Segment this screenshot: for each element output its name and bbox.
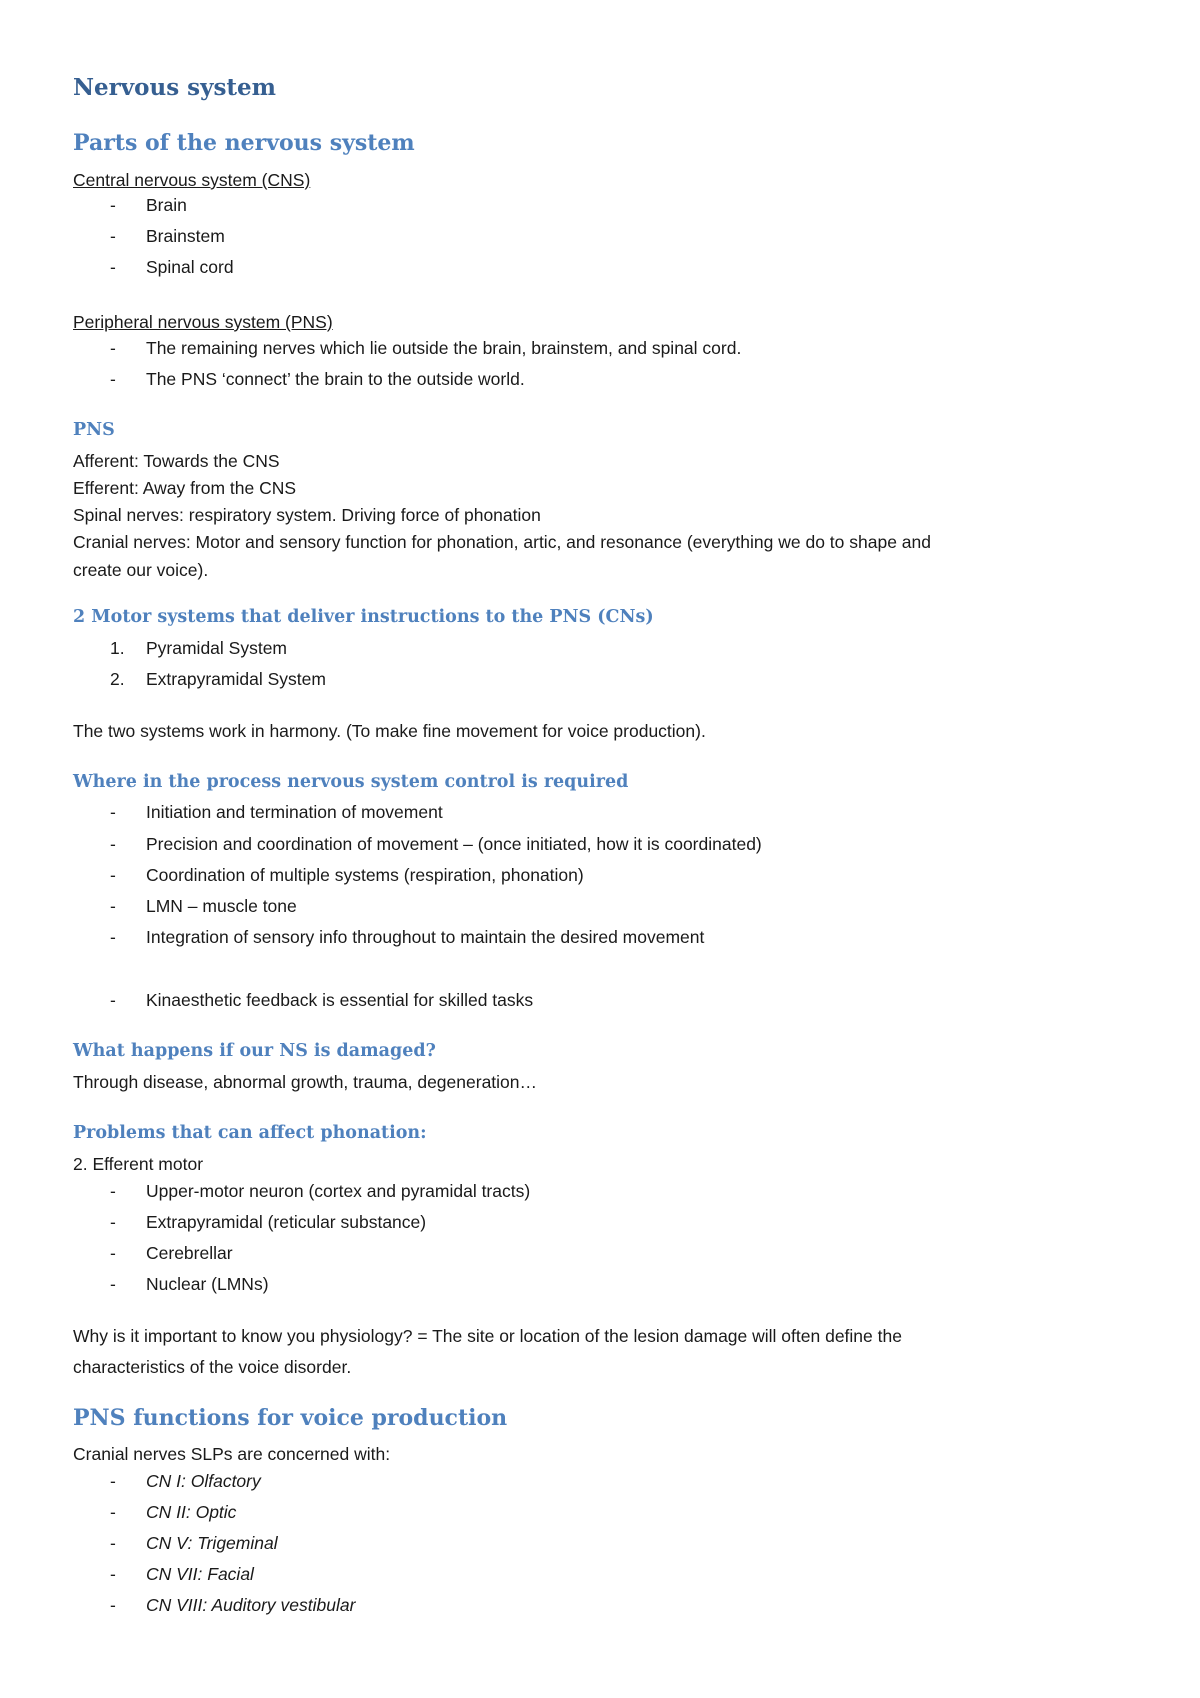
list-item: - Coordination of multiple systems (respiration, phonation)	[110, 865, 584, 885]
pns-line: Cranial nerves: Motor and sensory function for phonation, artic, and resonance (everything we do to shape and	[73, 532, 932, 552]
list-item: - Precision and coordination of movement – (once initiated, how it is coordinated)	[110, 834, 762, 854]
list-item: 2. Extrapyramidal System	[110, 669, 326, 689]
list-item: - Brainstem	[110, 226, 225, 246]
list-item: - Upper-motor neuron (cortex and pyramidal tracts)	[110, 1181, 531, 1201]
list-item: - CN II: Optic	[110, 1502, 237, 1522]
pns-line: Efferent: Away from the CNS	[73, 478, 297, 498]
heading-damaged: What happens if our NS is damaged?	[73, 1041, 436, 1061]
list-item: - CN V: Trigeminal	[110, 1533, 278, 1553]
pns-line: Afferent: Towards the CNS	[73, 451, 280, 471]
heading-control: Where in the process nervous system control is required	[73, 772, 629, 792]
heading-pns: PNS	[73, 420, 115, 440]
list-item: - Extrapyramidal (reticular substance)	[110, 1212, 427, 1232]
why-line: characteristics of the voice disorder.	[73, 1357, 352, 1377]
why-line: Why is it important to know you physiology? = The site or location of the lesion damage will often define the	[73, 1326, 902, 1346]
heading-problems: Problems that can affect phonation:	[73, 1123, 427, 1143]
pns-line: create our voice).	[73, 560, 209, 580]
list-item: - CN VII: Facial	[110, 1564, 254, 1584]
list-item: - Kinaesthetic feedback is essential for skilled tasks	[110, 990, 534, 1010]
list-item: - Integration of sensory info throughout to maintain the desired movement	[110, 927, 705, 947]
list-item: - CN I: Olfactory	[110, 1471, 261, 1491]
list-item: - Spinal cord	[110, 257, 234, 277]
list-item: - Nuclear (LMNs)	[110, 1274, 269, 1294]
list-item: - LMN – muscle tone	[110, 896, 297, 916]
list-item: 1. Pyramidal System	[110, 638, 288, 658]
motor-note: The two systems work in harmony. (To make fine movement for voice production).	[73, 721, 706, 741]
heading-parts: Parts of the nervous system	[73, 130, 415, 156]
cns-label: Central nervous system (CNS)	[73, 170, 311, 190]
list-item: - Brain	[110, 195, 187, 215]
pns-line: Spinal nerves: respiratory system. Driving force of phonation	[73, 505, 541, 525]
list-item: - The PNS ‘connect’ the brain to the outside world.	[110, 369, 525, 389]
problems-sub: 2. Efferent motor	[73, 1154, 204, 1174]
document-title: Nervous system	[73, 74, 277, 101]
list-item: - Initiation and termination of movement	[110, 802, 443, 822]
functions-intro: Cranial nerves SLPs are concerned with:	[73, 1444, 391, 1464]
list-item: - The remaining nerves which lie outside the brain, brainstem, and spinal cord.	[110, 338, 742, 358]
heading-functions: PNS functions for voice production	[73, 1405, 508, 1431]
list-item: - Cerebrellar	[110, 1243, 233, 1263]
damaged-text: Through disease, abnormal growth, trauma, degeneration…	[73, 1072, 538, 1092]
list-item: - CN VIII: Auditory vestibular	[110, 1595, 356, 1615]
pns-label: Peripheral nervous system (PNS)	[73, 312, 333, 332]
heading-motor-systems: 2 Motor systems that deliver instructions to the PNS (CNs)	[73, 607, 654, 627]
